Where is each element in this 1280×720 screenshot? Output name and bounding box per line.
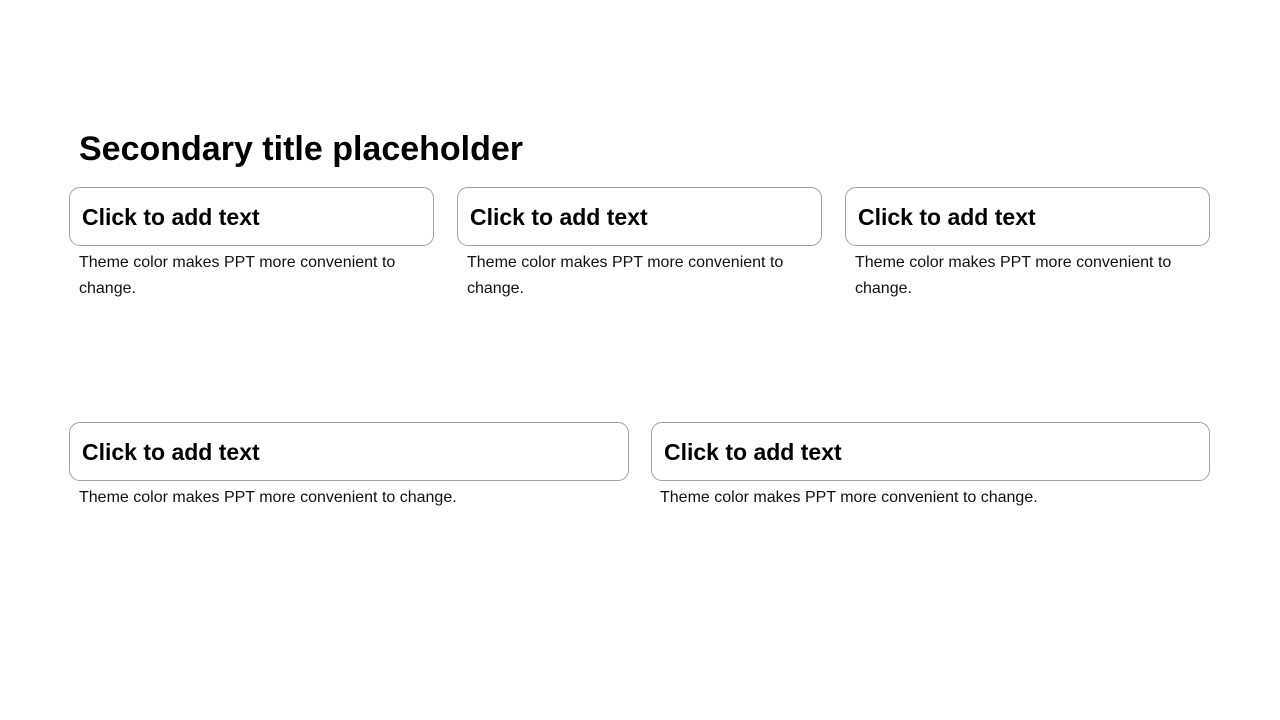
card-1-heading-box[interactable]	[69, 187, 434, 246]
card-4-heading-box[interactable]	[69, 422, 629, 481]
card-4-description[interactable]: Theme color makes PPT more convenient to change.	[79, 489, 457, 506]
card-5-heading: Click to add text	[664, 439, 842, 465]
card-2-heading-box[interactable]	[457, 187, 822, 246]
card-4-heading: Click to add text	[82, 439, 260, 465]
card-3-description[interactable]: Theme color makes PPT more convenient to change.	[855, 254, 1172, 297]
card-3-heading: Click to add text	[858, 204, 1036, 230]
card-1-heading: Click to add text	[82, 204, 260, 230]
slide-title[interactable]: Secondary title placeholder	[79, 130, 524, 168]
card-5-heading-box[interactable]	[651, 422, 1210, 481]
card-2-description[interactable]: Theme color makes PPT more convenient to change.	[467, 254, 784, 297]
card-1-description[interactable]: Theme color makes PPT more convenient to change.	[79, 254, 396, 297]
card-2-heading: Click to add text	[470, 204, 648, 230]
card-5-description[interactable]: Theme color makes PPT more convenient to change.	[660, 489, 1038, 506]
card-3-heading-box[interactable]	[845, 187, 1210, 246]
